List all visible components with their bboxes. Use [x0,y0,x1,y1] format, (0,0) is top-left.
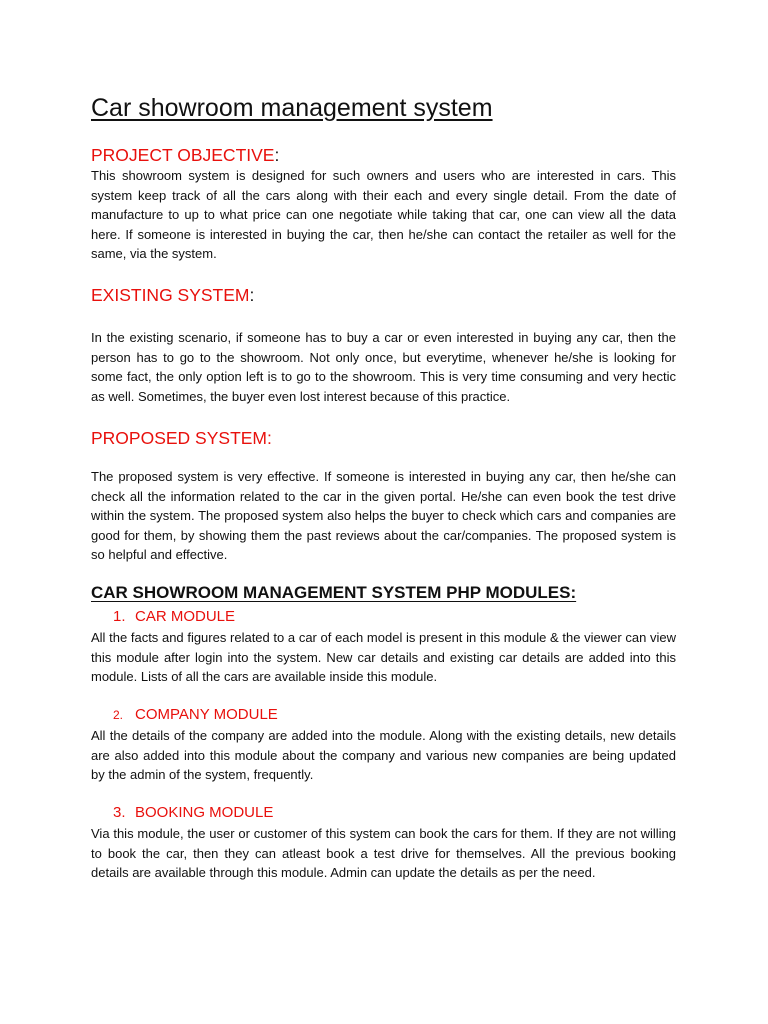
document-title: Car showroom management system [91,94,493,122]
module-number: 2. [113,708,124,722]
module-body-booking: Via this module, the user or customer of this system can book the cars for them. If they are not willing to book the car, then they can atleast book a test drive for themselves. All the previous booking details are available through this module. Admin can update the details as per the need. [91,826,676,881]
section-heading-existing-system [91,283,254,307]
section-heading-project-objective [91,143,279,167]
module-number: 1. [113,608,126,625]
section-heading-text: PROJECT OBJECTIVE [91,145,275,165]
section-body-existing-system: In the existing scenario, if someone has to buy a car or even interested in buying any car, then the person has to go to the showroom. Not only once, but everytime, whenever he/she is looking for some fact, the only option left is to go to the showroom. This is very time consuming and very hectic as well. Sometimes, the buyer even lost interest because of this practice. [91,330,676,404]
module-name: COMPANY MODULE [135,706,278,723]
module-heading-car [113,607,235,627]
module-name: BOOKING MODULE [135,804,274,821]
module-number: 3. [113,804,126,821]
section-body-proposed-system: The proposed system is very effective. If someone is interested in buying any car, then he/she can check all the information related to the car in the given portal. He/she can even book the test drive within the system. The proposed system also helps the buyer to check which cars and companies are good for them, by showing them the past reviews about the car/companies. The proposed system is so helpful and effective. [91,469,676,563]
modules-heading: CAR SHOWROOM MANAGEMENT SYSTEM PHP MODULES: [91,583,577,602]
section-heading-colon: : [274,145,280,165]
document-page [91,0,676,1024]
module-heading-booking [113,803,273,823]
section-heading-proposed-system [91,426,272,450]
module-body-car: All the facts and figures related to a car of each model is present in this module & the viewer can view this module after login into the system. New car details and existing car details are added into this module. Lists of all the cars are available inside this module. [91,630,676,685]
module-heading-company [113,705,278,725]
section-heading-text: PROPOSED SYSTEM: [91,428,272,448]
module-body-company: All the details of the company are added into the module. Along with the existing details, new details are also added into this module about the company and various new companies are being updated by the admin of the system, frequently. [91,728,676,783]
section-heading-colon: : [249,285,255,305]
section-body-project-objective: This showroom system is designed for such owners and users who are interested in cars. This system keep track of all the cars along with their each and every single detail. From the date of manufacture to up to what price can one negotiate while taking that car, one can view all the data here. If someone is interested in buying the car, then he/she can contact the retailer as well for the same, via the system. [91,168,676,262]
module-name: CAR MODULE [135,608,236,625]
section-heading-text: EXISTING SYSTEM [91,285,250,305]
